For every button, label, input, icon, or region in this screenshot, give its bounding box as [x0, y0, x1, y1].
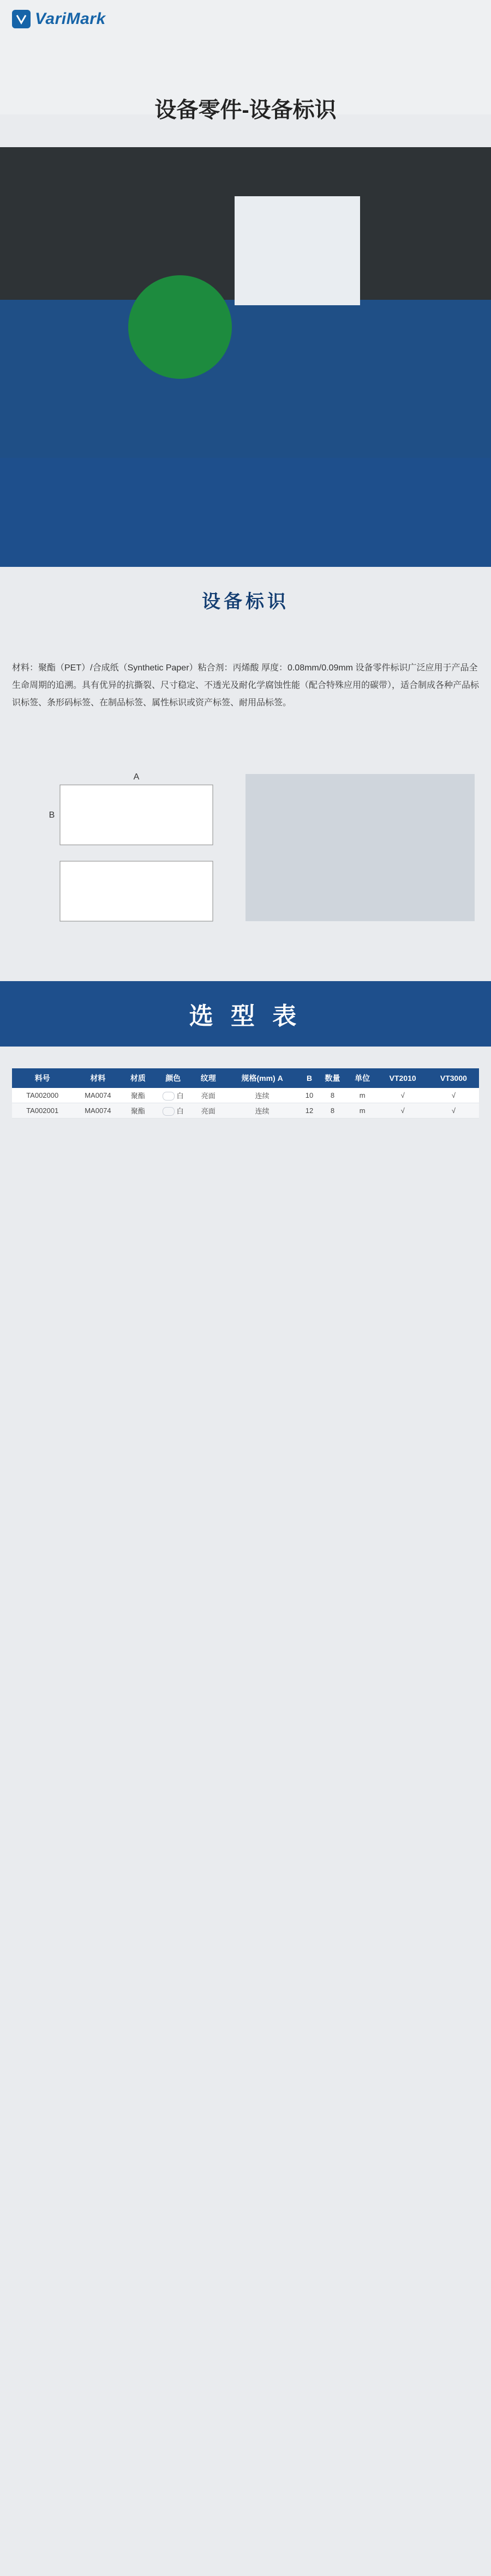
column-header: VT2010: [378, 1068, 428, 1088]
table-row: [12, 1088, 479, 1103]
color-label: 白: [176, 1091, 184, 1100]
column-header: 材质: [123, 1068, 153, 1088]
table-cell: [153, 1088, 193, 1103]
table-cell: √: [428, 1088, 479, 1103]
table-cell: TA002001: [12, 1103, 73, 1118]
table-cell: √: [378, 1103, 428, 1118]
brand-mark-icon: [12, 10, 31, 28]
table-cell: MA0074: [73, 1088, 123, 1103]
dimension-diagram: [0, 763, 491, 927]
table-cell: 10: [301, 1088, 318, 1103]
table-cell: 12: [301, 1103, 318, 1118]
table-cell: TA002000: [12, 1088, 73, 1103]
column-header: B: [301, 1068, 318, 1088]
section-banner-selection: [0, 981, 491, 1047]
column-header: 纹理: [193, 1068, 223, 1088]
feature-strip: [0, 458, 491, 567]
spec-table: [12, 1068, 479, 1118]
table-cell: √: [428, 1103, 479, 1118]
table-cell: √: [378, 1088, 428, 1103]
diagram-label-a: A: [133, 772, 140, 782]
column-header: 规格(mm) A: [223, 1068, 301, 1088]
table-row: [12, 1103, 479, 1118]
column-header: 单位: [348, 1068, 378, 1088]
product-description: 材料：聚酯（PET）/合成纸（Synthetic Paper）粘合剂：丙烯酸 厚度：0.08mm/0.09mm 设备零件标识广泛应用于产品全生命周期的追溯。具有优异的抗撕裂、尺寸稳定、不透光及耐化学腐蚀性能（配合特殊应用的碳带），适合制成各种产品标识标签、条形码标签、在制品标签、属性标识或资产标签、耐用品标签。: [12, 663, 480, 708]
table-cell: 聚酯: [123, 1088, 153, 1103]
table-cell: 8: [318, 1088, 348, 1103]
hero-image: [0, 147, 491, 458]
page-title: 设备零件-设备标识: [154, 98, 337, 122]
table-cell: 亮面: [193, 1103, 223, 1118]
header: [0, 0, 491, 122]
table-cell: 连续: [223, 1103, 301, 1118]
column-header: 颜色: [153, 1068, 193, 1088]
brand-logo[interactable]: [12, 10, 106, 28]
table-cell: MA0074: [73, 1103, 123, 1118]
color-label: 白: [176, 1106, 184, 1115]
column-header: 材料: [73, 1068, 123, 1088]
table-cell: 8: [318, 1103, 348, 1118]
table-cell: 连续: [223, 1088, 301, 1103]
table-cell: m: [348, 1103, 378, 1118]
column-header: 数量: [318, 1068, 348, 1088]
table-cell: 聚酯: [123, 1103, 153, 1118]
table-cell: 亮面: [193, 1088, 223, 1103]
color-swatch: [163, 1107, 175, 1116]
column-header: 料号: [12, 1068, 73, 1088]
section-title-selection: 选 型 表: [189, 1003, 302, 1030]
diagram-label-b: B: [49, 811, 55, 820]
table-cell: [153, 1103, 193, 1118]
table-header-row: [12, 1068, 479, 1088]
color-swatch: [163, 1092, 175, 1100]
section-title-identification: 设备标识: [202, 591, 289, 612]
brand-name: VariMark: [35, 10, 106, 28]
table-cell: m: [348, 1088, 378, 1103]
section-banner-identification: [0, 578, 491, 621]
column-header: VT3000: [428, 1068, 479, 1088]
